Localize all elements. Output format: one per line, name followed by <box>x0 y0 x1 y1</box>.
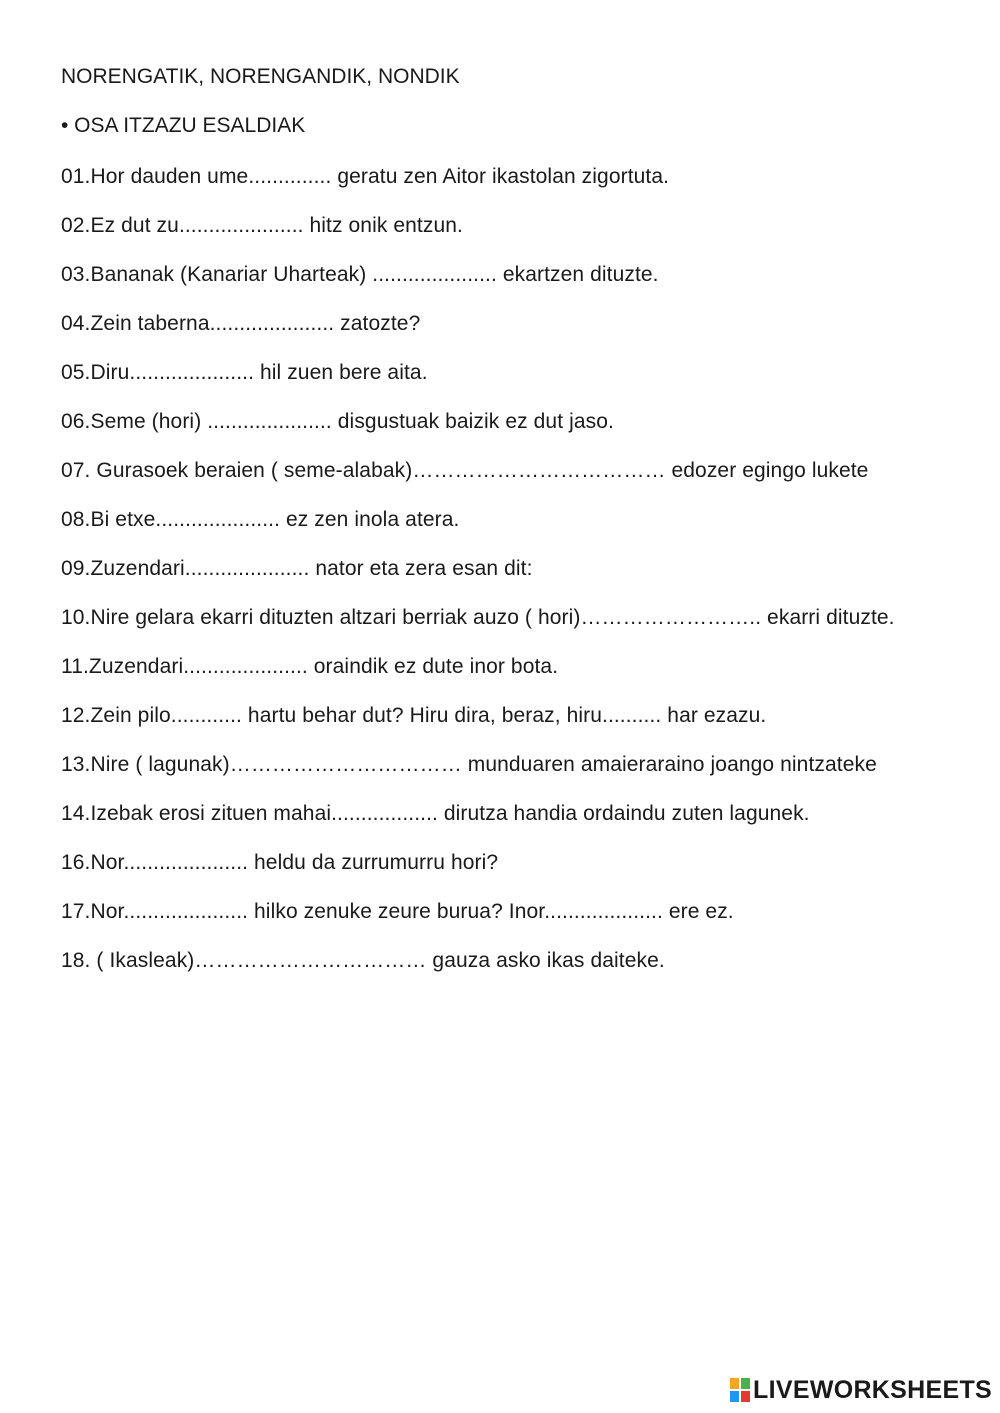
liveworksheets-logo-icon <box>730 1378 750 1402</box>
sentence-item: 14.Izebak erosi zituen mahai.................. dirutza handia ordaindu zuten lagunek. <box>61 802 810 825</box>
worksheet-title: NORENGATIK, NORENGANDIK, NONDIK <box>61 65 460 88</box>
sentence-item: 11.Zuzendari..................... oraindik ez dute inor bota. <box>61 655 559 678</box>
sentence-item: 12.Zein pilo............ hartu behar dut? Hiru dira, beraz, hiru.......... har ezazu. <box>61 704 767 727</box>
sentence-item: 18. ( Ikasleak)…………………………… gauza asko ikas daiteke. <box>61 949 665 972</box>
sentence-item: 16.Nor..................... heldu da zurrumurru hori? <box>61 851 499 874</box>
sentence-list <box>61 160 941 977</box>
logo-text: LIVEWORKSHEETS <box>753 1375 992 1404</box>
sentence-item: 06.Seme (hori) ..................... disgustuak baizik ez dut jaso. <box>61 410 614 433</box>
sentence-item: 09.Zuzendari..................... nator eta zera esan dit: <box>61 557 533 580</box>
sentence-item: 05.Diru..................... hil zuen bere aita. <box>61 361 428 384</box>
sentence-item: 07. Gurasoek beraien ( seme-alabak)……………………………… edozer egingo lukete <box>61 459 869 482</box>
worksheet <box>61 62 941 993</box>
sentence-item: 03.Bananak (Kanariar Uharteak) ..................... ekartzen dituzte. <box>61 263 659 286</box>
sentence-item: 10.Nire gelara ekarri dituzten altzari berriak auzo ( hori)…………………….. ekarri dituzte. <box>61 606 895 629</box>
sentence-item: 13.Nire ( lagunak)…………………………… munduaren amaieraraino joango nintzateke <box>61 753 877 776</box>
sentence-item: 01.Hor dauden ume.............. geratu zen Aitor ikastolan zigortuta. <box>61 165 670 188</box>
sentence-item: 08.Bi etxe..................... ez zen inola atera. <box>61 508 460 531</box>
sentence-item: 17.Nor..................... hilko zenuke zeure burua? Inor.................... ere ez. <box>61 900 734 923</box>
sentence-item: 04.Zein taberna..................... zatozte? <box>61 312 421 335</box>
sentence-item: 02.Ez dut zu..................... hitz onik entzun. <box>61 214 463 237</box>
worksheet-instruction: • OSA ITZAZU ESALDIAK <box>61 114 306 137</box>
liveworksheets-logo <box>730 1375 992 1405</box>
